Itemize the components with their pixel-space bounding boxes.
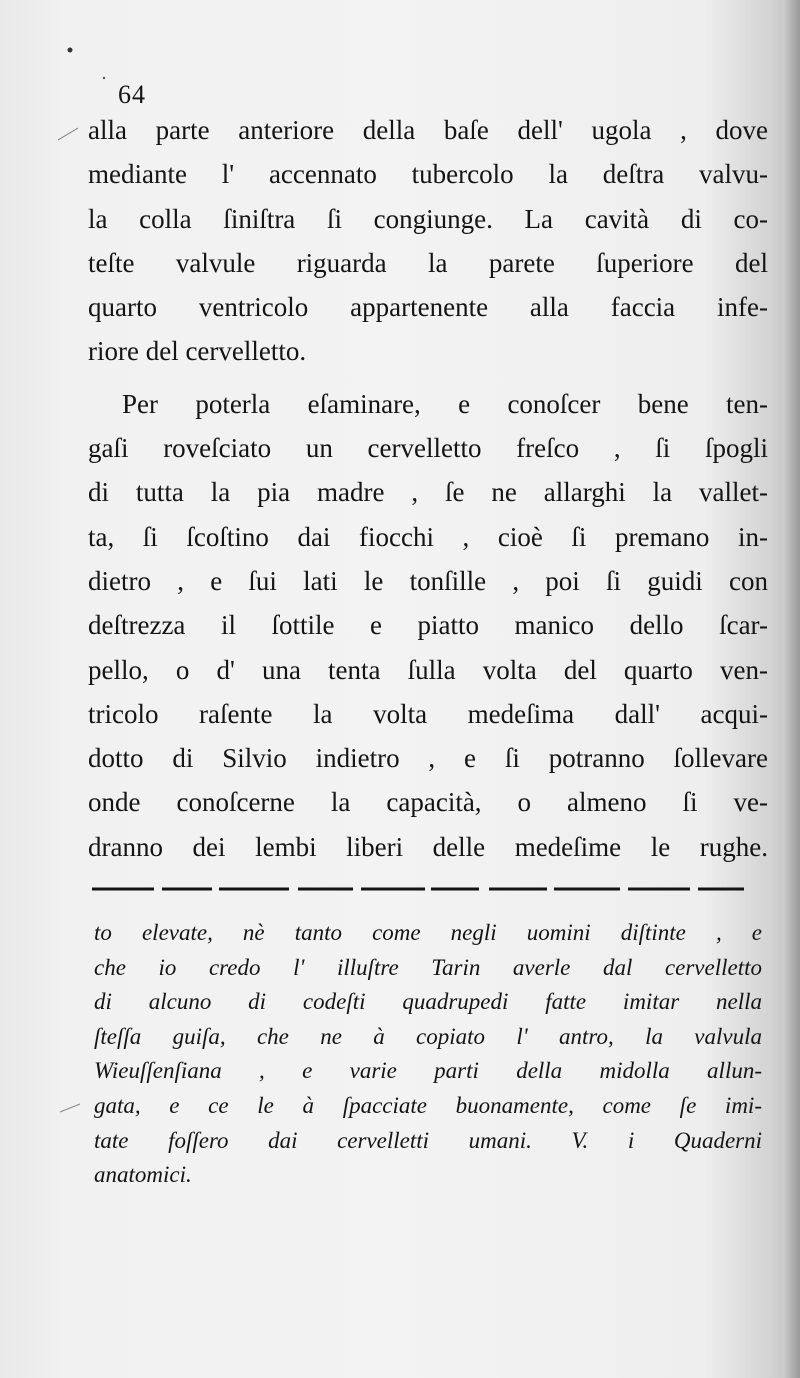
paragraph-gap <box>88 374 768 382</box>
text-line: Per poterla eſaminare, e conoſcer bene ten- <box>122 388 768 419</box>
page-edge-shadow <box>782 0 800 1378</box>
text-line: gaſi roveſciato un cervelletto freſco , ſi ſpogli <box>88 433 768 464</box>
text-line: dietro , e ſui lati le tonſille , poi ſi guidi con <box>88 565 768 596</box>
text-line: riore del cervelletto. <box>88 336 307 367</box>
footnote-line: gata, e ce le à ſpacciate buonamente, come ſe imi- <box>94 1092 762 1118</box>
text-line: alla parte anteriore della baſe dell' ugola , dove <box>88 115 768 145</box>
text-line: quarto ventricolo appartenente alla faccia infe- <box>88 292 768 323</box>
main-text <box>88 108 768 869</box>
text-line: pello, o d' una tenta ſulla volta del quarto ven- <box>88 654 768 685</box>
text-line: ta, ſi ſcoſtino dai fiocchi , cioè ſi premano in- <box>88 521 768 552</box>
text-line: dranno dei lembi liberi delle medeſime le rughe. <box>88 831 768 862</box>
text-line: onde conoſcerne la capacità, o almeno ſi ve- <box>88 787 768 818</box>
text-line: dotto di Silvio indietro , e ſi potranno ſollevare <box>88 743 768 774</box>
text-line: teſte valvule riguarda la parete ſuperiore del <box>88 247 768 278</box>
footnote-line: ſteſſa guiſa, che ne à copiato l' antro, la valvula <box>94 1023 762 1049</box>
text-line: mediante l' accennato tubercolo la deſtra valvu- <box>88 159 768 190</box>
page-number: 64 <box>118 80 146 109</box>
footnote <box>94 916 762 1193</box>
text-line: deſtrezza il ſottile e piatto manico dello ſcar- <box>88 610 768 641</box>
footnote-line: che io credo l' illuſtre Tarin averle dal cervelletto <box>94 954 762 980</box>
footnote-line: di alcuno di codeſti quadrupedi fatte imitar nella <box>94 989 762 1015</box>
footnote-line: Wieuſſenſiana , e varie parti della midolla allun- <box>94 1058 762 1084</box>
text-line: di tutta la pia madre , ſe ne allarghi la vallet- <box>88 477 768 508</box>
text-line: tricolo raſente la volta medeſima dall' acqui- <box>88 698 768 729</box>
footnote-line: tate foſſero dai cervelletti umani. V. i Quaderni <box>94 1127 762 1153</box>
text-line: la colla ſiniſtra ſi congiunge. La cavità di co- <box>88 203 768 234</box>
footnote-separator <box>92 883 744 895</box>
footnote-line: to elevate, nè tanto come negli uomini diſtinte , e <box>94 920 762 945</box>
footnote-line: anatomici. <box>94 1162 192 1188</box>
